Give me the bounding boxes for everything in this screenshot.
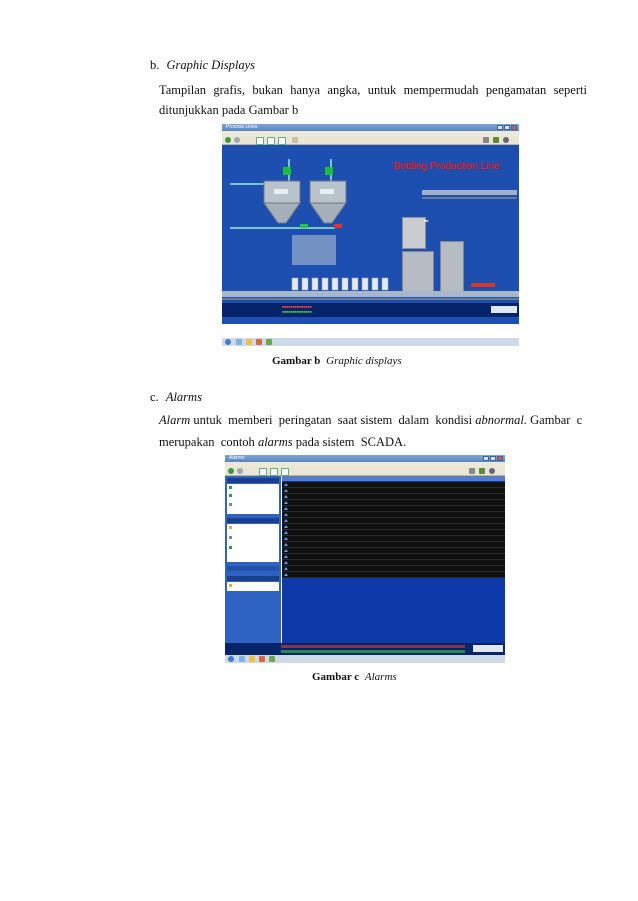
- section-c-heading: [150, 390, 202, 405]
- word: mempermudah: [403, 83, 479, 97]
- conveyor-upper: [422, 190, 517, 195]
- maximize-icon[interactable]: [504, 125, 510, 130]
- toolbar: [225, 467, 505, 476]
- pane-task-item[interactable]: [229, 494, 277, 499]
- conveyor-main: [222, 291, 519, 297]
- section-c-letter: c.: [150, 390, 159, 404]
- settings-icon[interactable]: [503, 137, 509, 143]
- filler-machine: [292, 235, 336, 265]
- text-run: pada sistem SCADA.: [292, 435, 407, 449]
- text-run: merupakan contoh: [159, 435, 258, 449]
- page-icon[interactable]: [267, 137, 275, 145]
- window-title: Alarms: [229, 455, 245, 461]
- status-box[interactable]: [491, 306, 517, 313]
- alarm-status-bar: [222, 303, 519, 317]
- app-icon[interactable]: [239, 656, 245, 662]
- start-icon[interactable]: [228, 656, 234, 662]
- window-titlebar: [225, 455, 505, 462]
- bottle-type-readout: ■■: [424, 219, 429, 223]
- caption-text: Graphic displays: [326, 355, 402, 367]
- word: Tampilan: [159, 83, 207, 97]
- window-titlebar: [222, 124, 519, 131]
- start-icon[interactable]: [225, 339, 231, 345]
- alarms-screenshot: [225, 455, 505, 663]
- app-icon[interactable]: [266, 339, 272, 345]
- page-icon[interactable]: [259, 468, 267, 476]
- status-box[interactable]: [473, 645, 503, 652]
- word: untuk: [367, 83, 397, 97]
- bottling-process-display: [222, 145, 519, 324]
- page-icon[interactable]: [270, 468, 278, 476]
- back-icon[interactable]: [228, 468, 234, 474]
- valve-indicator[interactable]: [325, 167, 333, 175]
- pane-task-item[interactable]: [229, 486, 277, 491]
- pane-section-header[interactable]: [227, 576, 279, 581]
- maximize-icon[interactable]: [490, 456, 496, 461]
- caption-text: Alarms: [364, 671, 397, 683]
- forward-icon[interactable]: [237, 468, 243, 474]
- toolbar: [222, 136, 519, 145]
- tool-icon[interactable]: [493, 137, 499, 143]
- term-abnormal: abnormal.: [475, 413, 528, 427]
- valve-indicator[interactable]: [283, 167, 291, 175]
- caption-label: Gambar c: [312, 671, 360, 683]
- pane-section-body: [227, 582, 279, 591]
- capper-machine: [402, 217, 429, 249]
- pump-indicator[interactable]: [300, 224, 308, 228]
- alarm-grid: [282, 476, 505, 643]
- pane-task-item[interactable]: [229, 584, 277, 589]
- word: pengamatan: [485, 83, 547, 97]
- pane-section-body: [227, 524, 279, 562]
- folder-icon[interactable]: [246, 339, 252, 345]
- caption-label: Gambar b: [272, 355, 321, 367]
- word: seperti: [553, 83, 587, 97]
- alarm-summary-row[interactable]: ■■■■■■■■■■■■■■: [282, 310, 312, 314]
- app-icon[interactable]: [256, 339, 262, 345]
- tool-icon[interactable]: [479, 468, 485, 474]
- page-icon[interactable]: [256, 137, 264, 145]
- term-alarms: alarms: [257, 435, 293, 449]
- pane-section-header[interactable]: [227, 518, 279, 523]
- section-c-paragraph-line2: [159, 435, 406, 450]
- folder-icon[interactable]: [249, 656, 255, 662]
- print-icon[interactable]: [292, 137, 298, 143]
- alarm-summary-row[interactable]: [281, 650, 465, 653]
- pane-section-header[interactable]: [227, 478, 279, 483]
- figure-b-caption: [272, 354, 402, 369]
- pane-section-body: [227, 484, 279, 514]
- settings-icon[interactable]: [489, 468, 495, 474]
- counter-readout: [471, 283, 495, 287]
- conveyor-main-rail: [222, 298, 519, 300]
- section-b-letter: b.: [150, 58, 160, 72]
- pane-task-item[interactable]: [229, 503, 277, 508]
- section-b-title: Graphic Displays: [166, 58, 256, 72]
- figure-c-caption: [312, 670, 397, 685]
- alarm-row[interactable]: [282, 572, 505, 578]
- pane-task-item[interactable]: [229, 526, 277, 531]
- word: grafis,: [213, 83, 245, 97]
- pane-task-item[interactable]: [229, 546, 277, 551]
- page-icon[interactable]: [281, 468, 289, 476]
- pane-filter-label: [227, 566, 279, 571]
- text-run: Gambar c: [527, 413, 583, 427]
- text-run: untuk memberi peringatan saat sistem dalam kondisi: [190, 413, 476, 427]
- section-c-paragraph-line1: [159, 413, 587, 428]
- page-icon[interactable]: [278, 137, 286, 145]
- section-b-paragraph-line1: [159, 83, 587, 98]
- back-icon[interactable]: [225, 137, 231, 143]
- tool-icon[interactable]: [483, 137, 489, 143]
- app-icon[interactable]: [236, 339, 242, 345]
- taskbar: [225, 655, 505, 663]
- word: angka,: [327, 83, 361, 97]
- word: bukan: [252, 83, 283, 97]
- alarm-grid-header: [282, 476, 505, 481]
- close-icon[interactable]: [497, 456, 503, 461]
- packer-machine: [440, 241, 464, 293]
- taskbar: [222, 338, 519, 346]
- minimize-icon[interactable]: [483, 456, 489, 461]
- section-c-title: Alarms: [165, 390, 202, 404]
- bottles-row: [290, 273, 400, 291]
- section-b-heading: [150, 58, 255, 73]
- alarm-summary-row[interactable]: ■■■■■■■■■■■■■■: [282, 305, 312, 309]
- pane-task-item[interactable]: [229, 536, 277, 541]
- minimize-icon[interactable]: [497, 125, 503, 130]
- section-b-paragraph-line2: ditunjukkan pada Gambar b: [159, 103, 299, 117]
- window-title: Process Lines: [226, 124, 258, 130]
- alarm-summary-row[interactable]: [281, 645, 465, 648]
- app-icon[interactable]: [269, 656, 275, 662]
- conveyor-upper-rail: [422, 197, 517, 199]
- term-alarm: Alarm: [159, 413, 191, 427]
- bottling-screenshot: [222, 124, 519, 346]
- close-icon[interactable]: [511, 125, 517, 130]
- alarm-status-bar: [225, 643, 505, 655]
- word: hanya: [290, 83, 321, 97]
- display-title: Bottling Production Line: [394, 161, 500, 172]
- alarm-task-pane: [225, 476, 281, 643]
- tool-icon[interactable]: [469, 468, 475, 474]
- forward-icon[interactable]: [234, 137, 240, 143]
- app-icon[interactable]: [259, 656, 265, 662]
- pump-indicator[interactable]: [334, 224, 342, 228]
